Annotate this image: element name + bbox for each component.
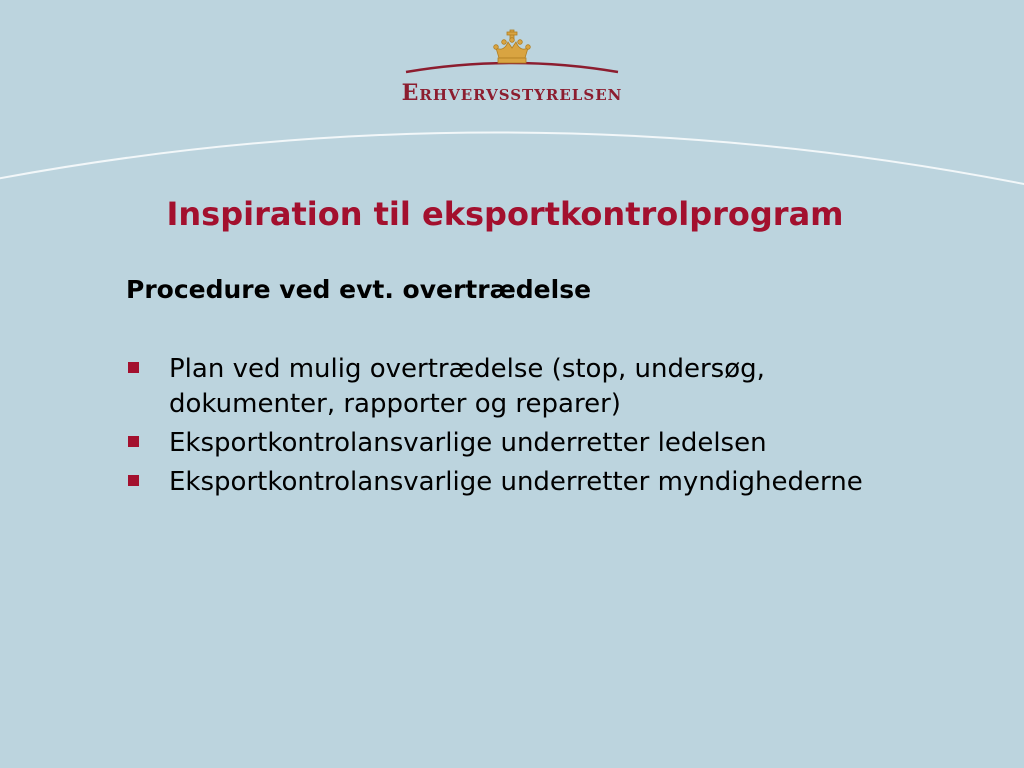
slide-title: Inspiration til eksportkontrolprogram [166, 195, 844, 233]
logo [400, 28, 624, 108]
bullet-text: Eksportkontrolansvarlige underretter myndighederne [169, 467, 863, 497]
bullet-text: Plan ved mulig overtrædelse (stop, undersøg, dokumenter, rapporter og reparer) [169, 354, 765, 419]
crown-icon [400, 28, 624, 80]
logo-org-name: Erhvervsstyrelsen [401, 80, 623, 106]
bullet-text: Eksportkontrolansvarlige underretter ledelsen [169, 428, 767, 458]
bullet-item [126, 426, 886, 461]
bullet-item [126, 352, 886, 422]
square-bullet-icon [128, 475, 139, 486]
square-bullet-icon [128, 362, 139, 373]
slide-subtitle: Procedure ved evt. overtrædelse [126, 275, 592, 304]
square-bullet-icon [128, 436, 139, 447]
bullet-item [126, 465, 886, 500]
bullet-list [126, 352, 886, 504]
